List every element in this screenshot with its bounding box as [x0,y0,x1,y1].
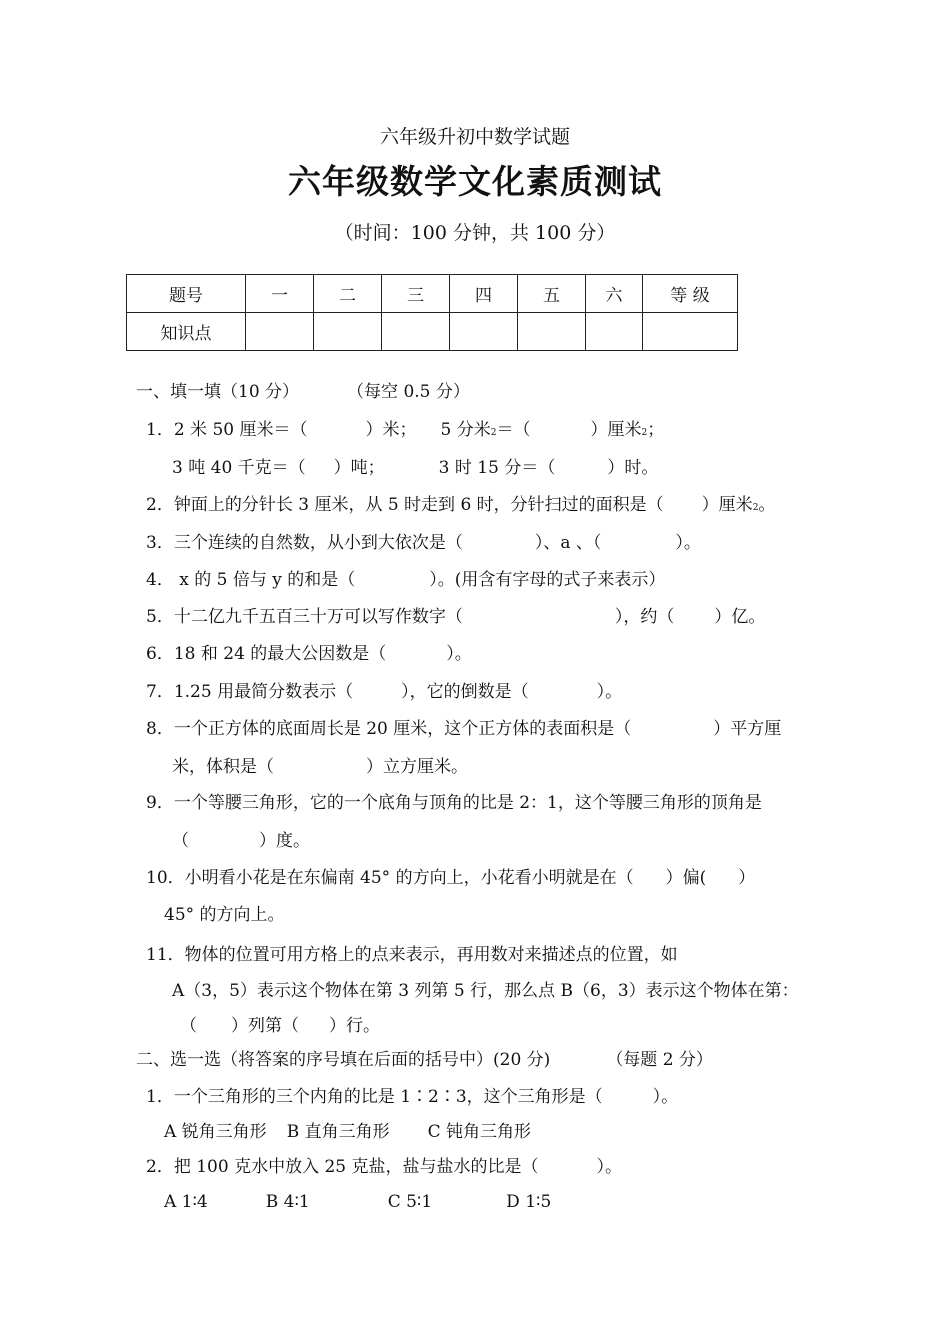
q8-text: ）立方厘米。 [366,757,468,777]
question-1-6 [146,642,472,666]
question-1-8 [146,717,781,741]
exam-title: 六年级数学文化素质测试 [288,162,662,201]
question-1-5 [146,605,765,629]
question-1-10b [164,903,285,927]
question-2-2-options [164,1190,551,1214]
q10-text: ） [738,868,756,888]
q2-2-text: ）。 [596,1157,623,1177]
score-table [126,274,738,351]
q6-text: ）。 [446,644,472,664]
q11-text: （ [180,1016,197,1036]
blank-cell [314,313,382,351]
q8-text: 米，体积是（ [172,757,274,777]
question-2-2 [146,1155,622,1179]
question-1-11 [146,943,678,967]
q10-text: 45° 的方向上。 [164,905,285,925]
blank-cell [586,313,643,351]
score-cell-grade: 等 级 [643,275,738,313]
section1-title: 一、填一填（10 分） [136,382,300,402]
q7-text: ），它的倒数是（ [401,682,529,702]
q1-text: ）米； [365,420,417,440]
question-1-4 [146,568,665,592]
score-cell-5: 五 [518,275,586,313]
score-cell-1: 一 [246,275,314,313]
q5-text: ），约（ [614,607,675,627]
question-1-3 [146,531,701,555]
superscript: 2 [641,428,648,438]
q11-text: A（3，5）表示这个物体在第 3 列第 5 行，那么点 B（6，3）表示这个物体在第： [172,981,799,1001]
option-b: B 直角三角形 [286,1122,390,1142]
score-cell-label: 题号 [127,275,246,313]
knowledge-label: 知识点 [127,313,246,351]
question-2-1-options [164,1120,531,1144]
section2-heading [136,1048,713,1072]
q10-text: ）偏( [665,868,707,888]
blank-cell [643,313,738,351]
section1-heading [136,380,470,404]
q1-text: ）厘米 [590,420,642,440]
section2-title: 二、选一选（将答案的序号填在后面的括号中）(20 分) [136,1050,551,1070]
q6-text: 6．18 和 24 的最大公因数是（ [146,644,387,664]
q1-text: 3 吨 40 千克＝（ [172,458,306,478]
q2-1-text: ）。 [652,1087,679,1107]
question-1-8b [172,755,468,779]
question-1-1b [172,456,658,480]
superscript: 2 [490,428,497,438]
blank-cell [382,313,450,351]
blank-cell [450,313,518,351]
q2-text: 。 [758,495,776,515]
q4-text: 4． x 的 5 倍与 y 的和是（ [146,570,356,590]
option-c: C 5∶1 [387,1192,433,1212]
time-info: （时间：100 分钟，共 100 分） [334,222,616,244]
q2-2-text: 2．把 100 克水中放入 25 克盐，盐与盐水的比是（ [146,1157,539,1177]
score-cell-3: 三 [382,275,450,313]
option-a: A 1∶4 [164,1192,208,1212]
option-d: D 1∶5 [506,1192,552,1212]
q1-text: 1．2 米 50 厘米＝（ [146,420,308,440]
question-1-9b [172,829,310,853]
q1-text: 5 分米 [440,420,491,440]
option-c: C 钝角三角形 [427,1122,532,1142]
q9-text: （ [172,831,189,851]
exam-subtitle: 六年级升初中数学试题 [379,126,570,148]
option-a: A 锐角三角形 [164,1122,267,1142]
superscript: 2 [752,503,759,513]
question-1-11c [180,1014,380,1038]
question-1-2 [146,493,775,520]
q2-1-text: 1．一个三角形的三个内角的比是 1∶2∶3，这个三角形是（ [146,1087,603,1107]
q2-text: 2．钟面上的分针长 3 厘米，从 5 时走到 6 时，分针扫过的面积是（ [146,495,664,515]
q3-text: 3．三个连续的自然数，从小到大依次是（ [146,533,463,553]
q2-text: ）厘米 [701,495,753,515]
q4-text: ）。(用含有字母的式子来表示） [429,570,666,590]
question-1-10 [146,866,755,890]
option-b: B 4∶1 [265,1192,310,1212]
question-1-7 [146,680,622,704]
blank-cell [518,313,586,351]
score-table-knowledge-row [127,313,738,351]
q5-text: ）亿。 [714,607,766,627]
section2-note: （每题 2 分） [606,1050,713,1070]
q8-text: ）平方厘 [713,719,782,739]
q5-text: 5．十二亿九千五百三十万可以写作数字（ [146,607,463,627]
q9-text: 9．一个等腰三角形，它的一个底角与顶角的比是 2：1，这个等腰三角形的顶角是 [146,793,762,813]
blank-cell [246,313,314,351]
q9-text: ）度。 [259,831,310,851]
q7-text: ）。 [596,682,623,702]
question-1-1 [146,418,664,445]
q1-text: ）吨； [333,458,385,478]
question-1-9 [146,791,762,815]
q11-text: ）行。 [329,1016,380,1036]
score-table-header-row [127,275,738,313]
q1-text: 3 时 15 分＝（ [438,458,556,478]
q1-text: ； [647,420,665,440]
score-cell-2: 二 [314,275,382,313]
score-cell-4: 四 [450,275,518,313]
q10-text: 10．小明看小花是在东偏南 45° 的方向上，小花看小明就是在（ [146,868,634,888]
q11-text: ）列第（ [231,1016,299,1036]
question-1-11b [172,979,799,1003]
q8-text: 8．一个正方体的底面周长是 20 厘米，这个正方体的表面积是（ [146,719,632,739]
q3-text: ）。 [675,533,701,553]
q1-text: ）时。 [607,458,659,478]
q1-text: ＝（ [496,420,531,440]
q3-text: ）、a 、（ [534,533,602,553]
section1-note: （每空 0.5 分） [347,382,470,402]
q7-text: 7．1.25 用最简分数表示（ [146,682,354,702]
q11-text: 11．物体的位置可用方格上的点来表示，再用数对来描述点的位置，如 [146,945,678,965]
score-cell-6: 六 [586,275,643,313]
question-2-1 [146,1085,678,1109]
